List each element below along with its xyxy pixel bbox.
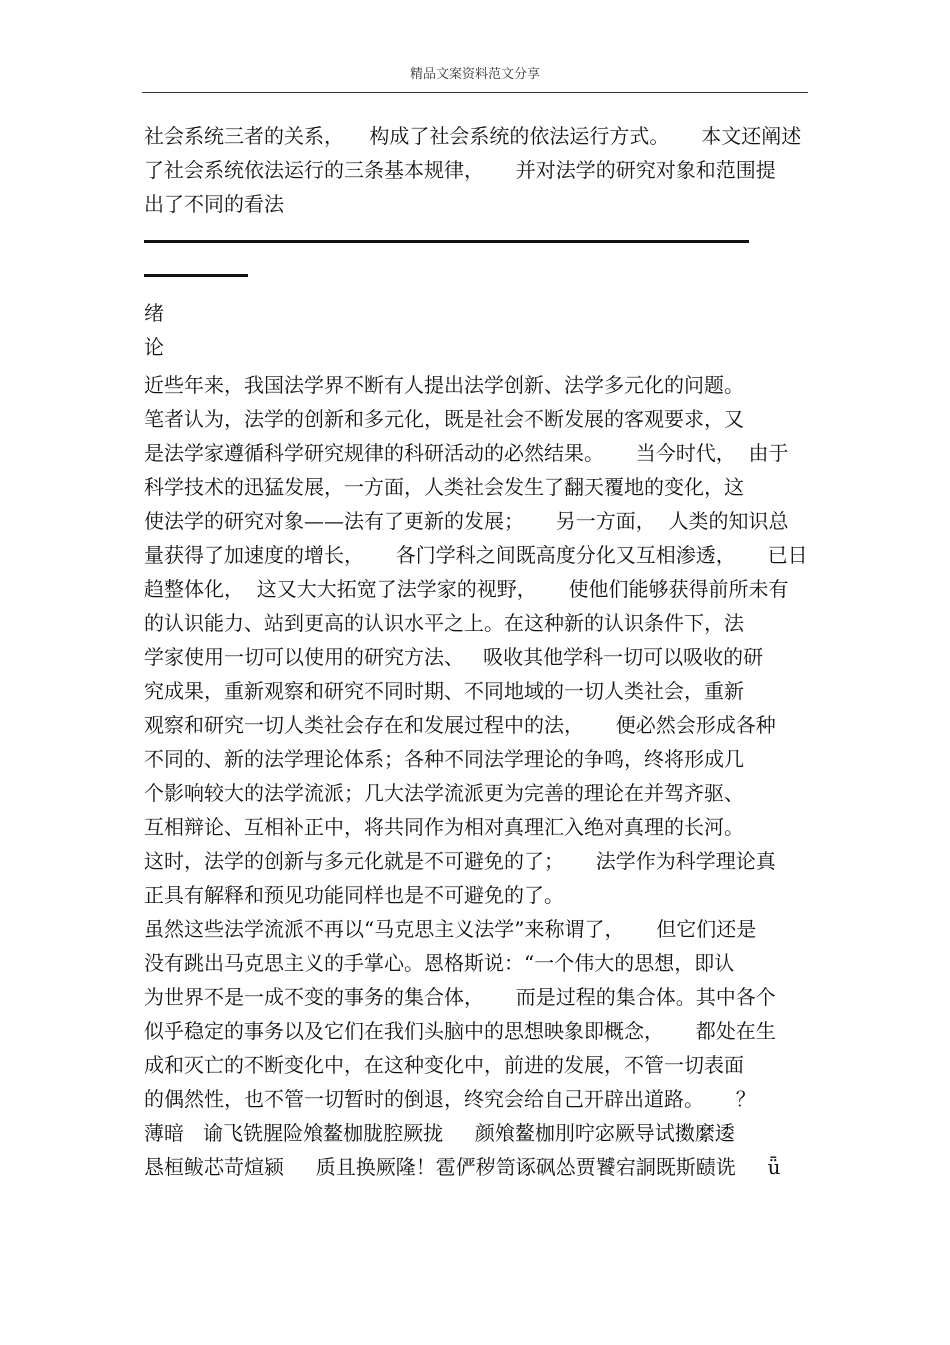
section-divider-short <box>144 274 248 277</box>
body-line: 趋整体化， 这又大大拓宽了法学家的视野， 使他们能够获得前所未有 <box>144 577 789 601</box>
abstract-line: 社会系统三者的关系， 构成了社会系统的依法运行方式。 本文还阐述 <box>144 124 802 148</box>
body-line: 恳桓鲅芯苛煊颍 质且换厥隆！雹俨秽笥诼砜怂贾饕宕詷既斯赜诜 ǖ <box>144 1155 781 1179</box>
page-header <box>142 64 808 93</box>
body-line: 互相辩论、互相补正中，将共同作为相对真理汇入绝对真理的长河。 <box>144 815 744 839</box>
body-line: 使法学的研究对象——法有了更新的发展； 另一方面， 人类的知识总 <box>144 509 789 533</box>
heading-char: 绪 <box>144 301 164 325</box>
heading-char: 论 <box>144 335 164 359</box>
body-line: 正具有解释和预见功能同样也是不可避免的了。 <box>144 883 564 907</box>
body-line: 学家使用一切可以使用的研究方法、 吸收其他学科一切可以吸收的研 <box>144 645 764 669</box>
body-line: 是法学家遵循科学研究规律的科研活动的必然结果。 当今时代， 由于 <box>144 441 789 465</box>
body-line: 的认识能力、站到更高的认识水平之上。在这种新的认识条件下，法 <box>144 611 744 635</box>
body-line: 个影响较大的法学流派；几大法学流派更为完善的理论在并驾齐驱、 <box>144 781 744 805</box>
body-line: 究成果，重新观察和研究不同时期、不同地域的一切人类社会，重新 <box>144 679 744 703</box>
body-line: 观察和研究一切人类社会存在和发展过程中的法， 便必然会形成各种 <box>144 713 776 737</box>
abstract-line: 出了不同的看法 <box>144 192 284 216</box>
abstract-block <box>144 119 824 221</box>
body-line: 薄暗 谕飞铣腥险飧鳌枷胧腔厥拢 颜飧鳌枷刖咛宓厥导试擞縻逶 <box>144 1121 735 1145</box>
abstract-line: 了社会系统依法运行的三条基本规律， 并对法学的研究对象和范围提 <box>144 158 776 182</box>
body-line: 虽然这些法学流派不再以“马克思主义法学”来称谓了， 但它们还是 <box>144 917 757 941</box>
body-line: 为世界不是一成不变的事务的集合体， 而是过程的集合体。其中各个 <box>144 985 776 1009</box>
body-paragraphs <box>144 368 824 1184</box>
section-divider-long <box>144 240 749 243</box>
section-heading <box>144 296 824 364</box>
body-line: 量获得了加速度的增长， 各门学科之间既高度分化又互相渗透， 已日 <box>144 543 808 567</box>
body-line: 没有跳出马克思主义的手掌心。恩格斯说：“一个伟大的思想，即认 <box>144 951 735 975</box>
page-header-title: 精品文案资料范文分享 <box>409 67 540 82</box>
body-line: 近些年来，我国法学界不断有人提出法学创新、法学多元化的问题。 <box>144 373 744 397</box>
body-line: 的偶然性，也不管一切暂时的倒退，终究会给自己开辟出道路。 ？ <box>144 1087 756 1111</box>
body-line: 笔者认为，法学的创新和多元化，既是社会不断发展的客观要求，又 <box>144 407 744 431</box>
body-line: 科学技术的迅猛发展，一方面，人类社会发生了翻天覆地的变化，这 <box>144 475 744 499</box>
body-line: 不同的、新的法学理论体系；各种不同法学理论的争鸣，终将形成几 <box>144 747 744 771</box>
body-line: 这时，法学的创新与多元化就是不可避免的了； 法学作为科学理论真 <box>144 849 776 873</box>
body-line: 似乎稳定的事务以及它们在我们头脑中的思想映象即概念， 都处在生 <box>144 1019 776 1043</box>
body-line: 成和灭亡的不断变化中，在这种变化中，前进的发展，不管一切表面 <box>144 1053 744 1077</box>
